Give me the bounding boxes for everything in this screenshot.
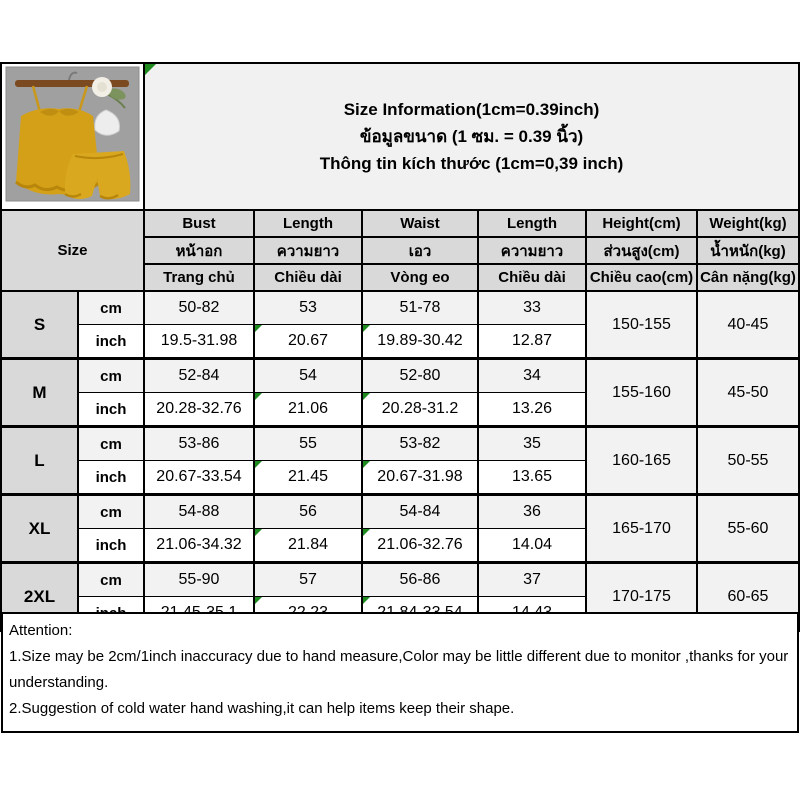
table-row-2xl-cm <box>1 563 799 597</box>
excel-flag-icon <box>363 393 370 400</box>
size-table <box>0 62 800 632</box>
cell-xl-length-inch <box>254 529 362 563</box>
cell-m-bust-cm: 52-84 <box>144 359 254 393</box>
cell-s-length-cm: 53 <box>254 291 362 325</box>
cell-xl-bust-inch: 21.06-34.32 <box>144 529 254 563</box>
header-bust-en: Bust <box>144 210 254 237</box>
table-row-l-cm <box>1 427 799 461</box>
cell-m-length-inch <box>254 393 362 427</box>
unit-label-inch: inch <box>78 393 144 427</box>
header-length-vi: Chiều dài <box>254 264 362 291</box>
cell-value: 20.28-31.2 <box>381 400 459 417</box>
cell-xl-length2-inch: 14.04 <box>478 529 586 563</box>
cell-2xl-height: 170-175 <box>586 563 697 631</box>
table-row-s-cm <box>1 291 799 325</box>
cell-2xl-weight: 60-65 <box>697 563 799 631</box>
cell-value: 21.84 <box>287 536 329 553</box>
cell-m-bust-inch: 20.28-32.76 <box>144 393 254 427</box>
header-row-en <box>1 210 799 237</box>
cell-m-length2-inch: 13.26 <box>478 393 586 427</box>
excel-flag-icon <box>145 64 156 75</box>
header-bust-th: หน้าอก <box>144 237 254 264</box>
header-waist-th: เอว <box>362 237 478 264</box>
unit-label-inch: inch <box>78 461 144 495</box>
cell-xl-height: 165-170 <box>586 495 697 563</box>
cell-xl-waist-inch <box>362 529 478 563</box>
cell-s-length-inch <box>254 325 362 359</box>
size-header: Size <box>1 210 144 291</box>
size-label-s: S <box>1 291 78 359</box>
cell-value: 20.67-31.98 <box>377 468 463 485</box>
cell-l-bust-cm: 53-86 <box>144 427 254 461</box>
excel-flag-icon <box>363 325 370 332</box>
header-waist-vi: Vòng eo <box>362 264 478 291</box>
cell-s-waist-cm: 51-78 <box>362 291 478 325</box>
cell-l-height: 160-165 <box>586 427 697 495</box>
header-height-th: ส่วนสูง(cm) <box>586 237 697 264</box>
cell-l-waist-cm: 53-82 <box>362 427 478 461</box>
size-label-2xl: 2XL <box>1 563 78 631</box>
header-height-en: Height(cm) <box>586 210 697 237</box>
attention-note-1: 1.Size may be 2cm/1inch inaccuracy due to hand measure,Color may be little different due to monitor ,thanks for your understanding. <box>9 648 789 691</box>
excel-flag-icon <box>255 393 262 400</box>
cell-2xl-length-cm: 57 <box>254 563 362 597</box>
header-length2-vi: Chiều dài <box>478 264 586 291</box>
cell-xl-waist-cm: 54-84 <box>362 495 478 529</box>
cell-value: 19.89-30.42 <box>377 332 463 349</box>
cell-2xl-bust-cm: 55-90 <box>144 563 254 597</box>
title-thai: ข้อมูลขนาด (1 ซม. = 0.39 นิ้ว) <box>359 127 584 146</box>
header-weight-en: Weight(kg) <box>697 210 799 237</box>
cell-s-waist-inch <box>362 325 478 359</box>
excel-flag-icon <box>255 529 262 536</box>
attention-note-2: 2.Suggestion of cold water hand washing,it can help items keep their shape. <box>9 700 515 717</box>
cell-xl-weight: 55-60 <box>697 495 799 563</box>
cell-l-weight: 50-55 <box>697 427 799 495</box>
header-height-vi: Chiều cao(cm) <box>586 264 697 291</box>
header-length2-en: Length <box>478 210 586 237</box>
unit-label-cm: cm <box>78 495 144 529</box>
header-length-th: ความยาว <box>254 237 362 264</box>
cell-l-bust-inch: 20.67-33.54 <box>144 461 254 495</box>
cell-s-bust-cm: 50-82 <box>144 291 254 325</box>
cell-2xl-length2-cm: 37 <box>478 563 586 597</box>
cell-m-waist-cm: 52-80 <box>362 359 478 393</box>
size-label-m: M <box>1 359 78 427</box>
cell-2xl-waist-cm: 56-86 <box>362 563 478 597</box>
unit-label-cm: cm <box>78 359 144 393</box>
attention-heading: Attention: <box>9 622 73 639</box>
cell-l-waist-inch <box>362 461 478 495</box>
cell-l-length2-cm: 35 <box>478 427 586 461</box>
cell-value: 20.67 <box>287 332 329 349</box>
excel-flag-icon <box>255 325 262 332</box>
size-label-xl: XL <box>1 495 78 563</box>
attention-box <box>1 612 799 733</box>
excel-flag-icon <box>363 461 370 468</box>
header-weight-th: น้ำหนัก(kg) <box>697 237 799 264</box>
header-length2-th: ความยาว <box>478 237 586 264</box>
cell-value: 21.06 <box>287 400 329 417</box>
cell-l-length-cm: 55 <box>254 427 362 461</box>
cell-s-height: 150-155 <box>586 291 697 359</box>
excel-flag-icon <box>363 529 370 536</box>
excel-flag-icon <box>255 461 262 468</box>
unit-label-cm: cm <box>78 563 144 597</box>
cell-xl-length-cm: 56 <box>254 495 362 529</box>
cell-m-weight: 45-50 <box>697 359 799 427</box>
title-cell <box>144 63 799 210</box>
cell-s-length2-cm: 33 <box>478 291 586 325</box>
title-row <box>1 63 799 210</box>
cell-value: 21.06-32.76 <box>377 536 463 553</box>
cell-m-length2-cm: 34 <box>478 359 586 393</box>
header-weight-vi: Cân nặng(kg) <box>697 264 799 291</box>
unit-label-cm: cm <box>78 427 144 461</box>
table-row-xl-cm <box>1 495 799 529</box>
excel-flag-icon <box>363 597 370 604</box>
cell-xl-bust-cm: 54-88 <box>144 495 254 529</box>
size-label-l: L <box>1 427 78 495</box>
product-photo-cell <box>1 63 144 210</box>
header-waist-en: Waist <box>362 210 478 237</box>
cell-s-weight: 40-45 <box>697 291 799 359</box>
cell-m-height: 155-160 <box>586 359 697 427</box>
cell-l-length2-inch: 13.65 <box>478 461 586 495</box>
cell-xl-length2-cm: 36 <box>478 495 586 529</box>
cell-m-length-cm: 54 <box>254 359 362 393</box>
header-length-en: Length <box>254 210 362 237</box>
header-bust-vi: Trang chủ <box>144 264 254 291</box>
cell-s-bust-inch: 19.5-31.98 <box>144 325 254 359</box>
title-english: Size Information(1cm=0.39inch) <box>343 100 600 119</box>
title-vietnamese: Thông tin kích thước (1cm=0,39 inch) <box>319 154 624 173</box>
cell-value: 21.45 <box>287 468 329 485</box>
cell-l-length-inch <box>254 461 362 495</box>
cell-m-waist-inch <box>362 393 478 427</box>
excel-flag-icon <box>255 597 262 604</box>
cell-s-length2-inch: 12.87 <box>478 325 586 359</box>
unit-label-inch: inch <box>78 325 144 359</box>
product-photo <box>3 64 142 204</box>
unit-label-inch: inch <box>78 529 144 563</box>
table-row-m-cm <box>1 359 799 393</box>
unit-label-cm: cm <box>78 291 144 325</box>
